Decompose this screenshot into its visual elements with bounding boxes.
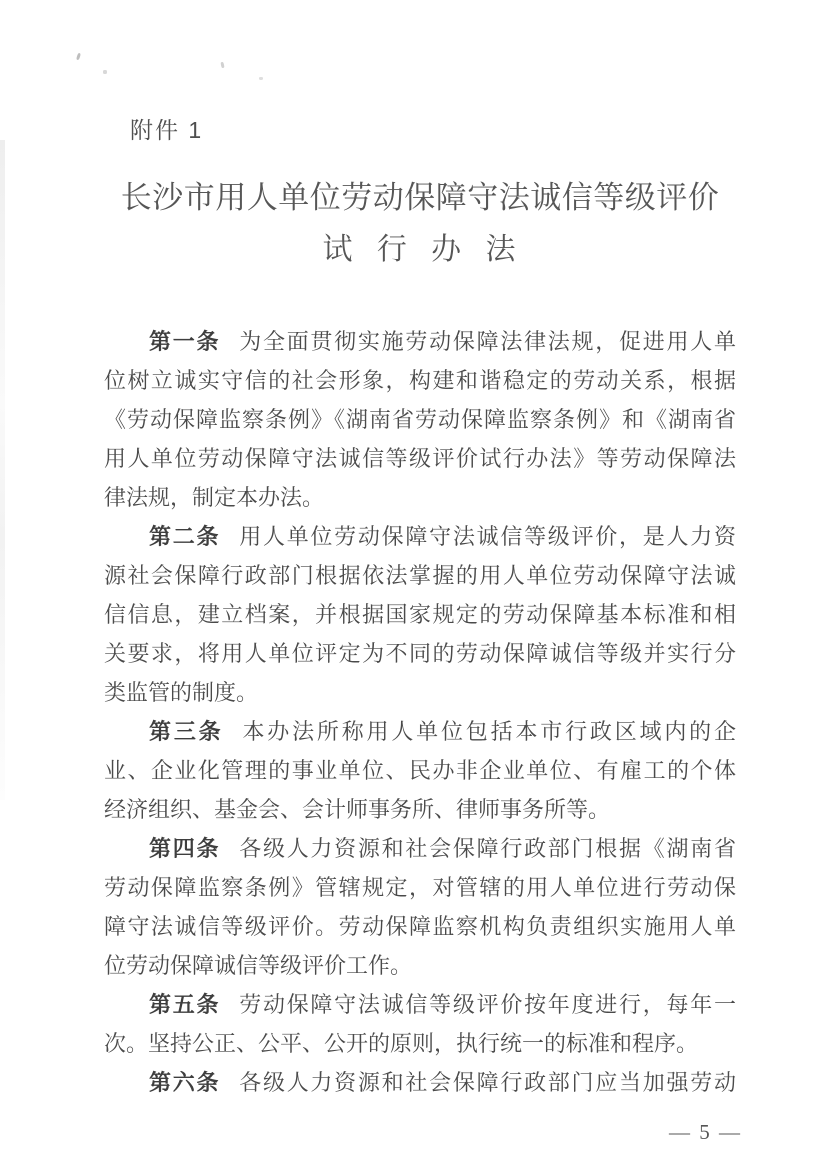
text-line: 第四条 各级人力资源和社会保障行政部门根据《湖南省 bbox=[149, 836, 736, 861]
title-line-2: 试 行 办 法 bbox=[322, 233, 518, 266]
article-number: 第六条 bbox=[149, 1070, 221, 1095]
text-line: 第六条 各级人力资源和社会保障行政部门应当加强劳动 bbox=[149, 1070, 736, 1095]
text-line: 经济组织、基金会、会计师事务所、律师事务所等。 bbox=[104, 797, 611, 822]
text-line: 信信息，建立档案，并根据国家规定的劳动保障基本标准和相 bbox=[104, 602, 736, 627]
text-line: 源社会保障行政部门根据依法掌握的用人单位劳动保障守法诚 bbox=[104, 563, 736, 588]
article-number: 第五条 bbox=[149, 992, 221, 1017]
article-number: 第四条 bbox=[149, 836, 221, 861]
text-line: 劳动保障监察条例》管辖规定，对管辖的用人单位进行劳动保 bbox=[104, 875, 736, 900]
text-line: 第一条 为全面贯彻实施劳动保障法律法规，促进用人单 bbox=[149, 329, 736, 354]
article-number: 第二条 bbox=[149, 524, 221, 549]
scan-edge-artifact bbox=[0, 140, 5, 800]
article-number: 第三条 bbox=[149, 719, 224, 744]
text-line: 障守法诚信等级评价。劳动保障监察机构负责组织实施用人单 bbox=[104, 914, 736, 939]
text-line: 次。坚持公正、公平、公开的原则，执行统一的标准和程序。 bbox=[104, 1031, 699, 1056]
text-line: 第五条 劳动保障守法诚信等级评价按年度进行，每年一 bbox=[149, 992, 736, 1017]
document-body bbox=[104, 322, 736, 1102]
text-line: 第二条 用人单位劳动保障守法诚信等级评价，是人力资 bbox=[149, 524, 736, 549]
page-number: — 5 — bbox=[669, 1120, 742, 1144]
text-line: 用人单位劳动保障守法诚信等级评价试行办法》等劳动保障法 bbox=[104, 446, 736, 471]
text-line: 第三条 本办法所称用人单位包括本市行政区域内的企 bbox=[149, 719, 736, 744]
text-line: 《劳动保障监察条例》《湖南省劳动保障监察条例》和《湖南省 bbox=[104, 407, 736, 432]
document-title bbox=[104, 176, 736, 270]
text-line: 位树立诚实守信的社会形象，构建和谐稳定的劳动关系，根据 bbox=[104, 368, 736, 393]
scan-speck-artifact bbox=[103, 70, 107, 74]
text-line: 律法规，制定本办法。 bbox=[104, 485, 325, 510]
text-line: 关要求，将用人单位评定为不同的劳动保障诚信等级并实行分 bbox=[104, 641, 736, 666]
article-number: 第一条 bbox=[149, 329, 221, 354]
scan-speck-artifact bbox=[259, 77, 263, 80]
title-line-1: 长沙市用人单位劳动保障守法诚信等级评价 bbox=[120, 180, 720, 215]
text-line: 位劳动保障诚信等级评价工作。 bbox=[104, 953, 413, 978]
text-line: 类监管的制度。 bbox=[104, 680, 259, 705]
text-line: 业、企业化管理的事业单位、民办非企业单位、有雇工的个体 bbox=[104, 758, 736, 783]
scan-speck-artifact bbox=[76, 53, 81, 61]
scan-speck-artifact bbox=[220, 62, 224, 68]
attachment-label: 附件 1 bbox=[130, 117, 204, 143]
